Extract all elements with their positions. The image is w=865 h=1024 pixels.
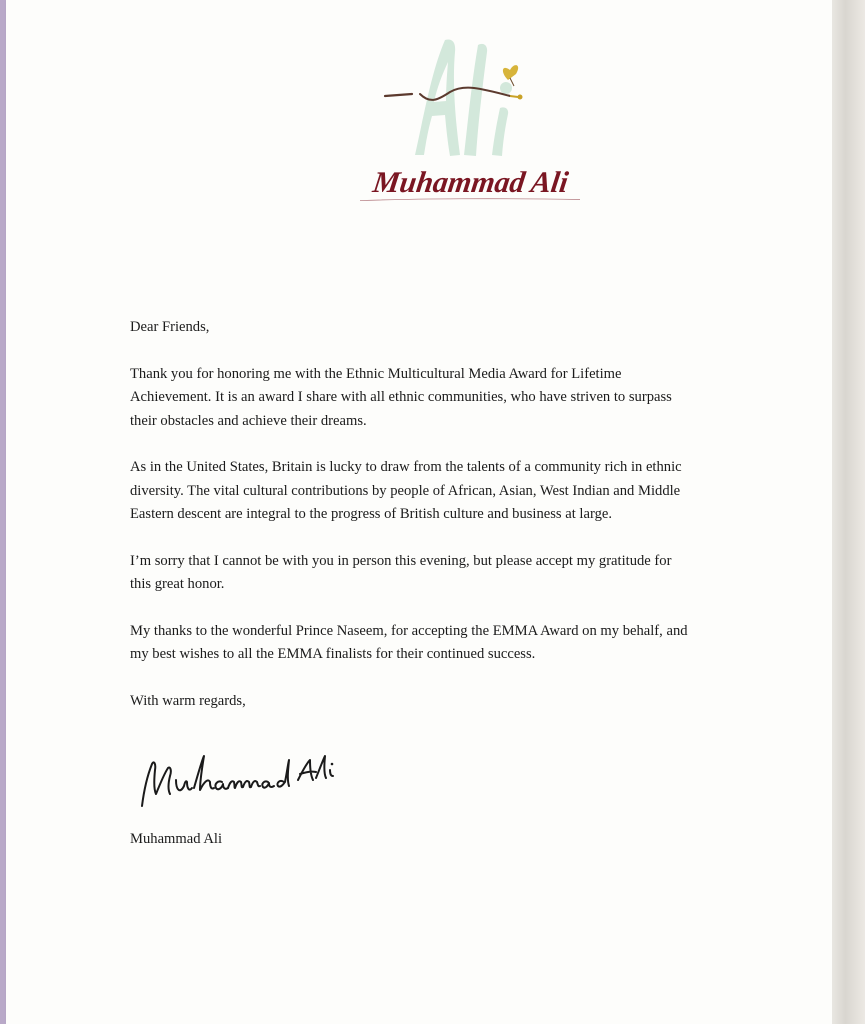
signed-name: Muhammad Ali bbox=[130, 831, 223, 847]
page-right-edge bbox=[832, 0, 865, 1024]
signature-scribble bbox=[130, 738, 370, 813]
ali-monogram-logo bbox=[360, 30, 580, 210]
paragraph-2: As in the United States, Britain is lucky to draw from the talents of a community rich in ethnic diversity. The vital cultural contributions by people of African, Asian, West Indian and Middle Eastern descent are integral to the progress of British culture and business at large. bbox=[130, 459, 682, 522]
handwritten-signature bbox=[130, 738, 370, 818]
salutation: Dear Friends, bbox=[130, 319, 210, 335]
paragraph-4: My thanks to the wonderful Prince Naseem, for accepting the EMMA Award on my behalf, and my best wishes to all the EMMA finalists for their continued success. bbox=[130, 622, 688, 662]
letter-body bbox=[130, 316, 770, 736]
closing: With warm regards, bbox=[130, 692, 246, 709]
muhammad-ali-logotype: Muhammad Ali bbox=[370, 165, 571, 199]
letterhead-logo bbox=[360, 30, 580, 210]
paragraph-1: Thank you for honoring me with the Ethnic Multicultural Media Award for Lifetime Achievement. It is an award I share with all ethnic communities, who have striven to surpass their obstacles and achieve their dreams. bbox=[130, 365, 672, 429]
paragraph-3: I’m sorry that I cannot be with you in person this evening, but please accept my gratitude for this great honor. bbox=[130, 552, 672, 592]
